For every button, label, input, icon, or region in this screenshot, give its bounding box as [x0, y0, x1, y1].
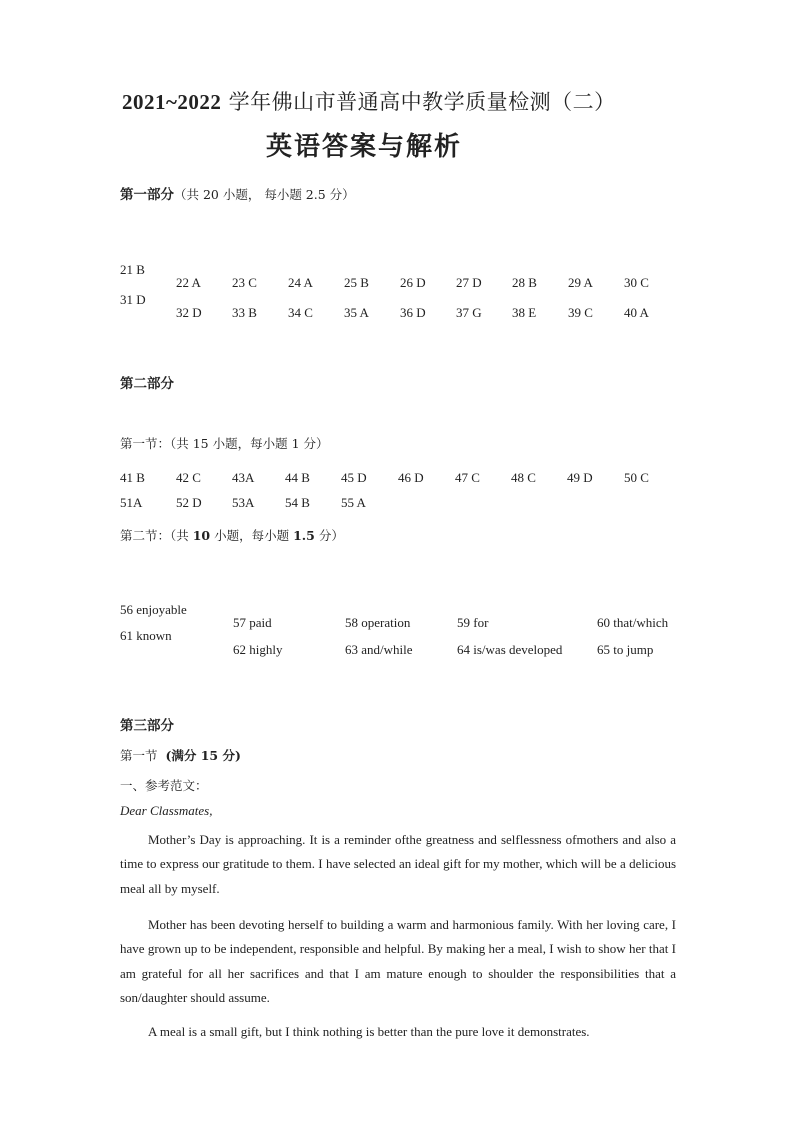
answer: 53A [232, 495, 255, 510]
answer: 23 C [232, 275, 257, 290]
answer: 29 A [568, 275, 593, 290]
answer: 62 highly [233, 642, 283, 657]
answer: 58 operation [345, 615, 411, 630]
essay-paragraph: Mother’s Day is approaching. It is a reminder ofthe greatness and selflessness ofmothers and also a time to express our gratitude to them. I have selected an ideal gift for my mother, which will be a delicious meal all by myself. [120, 832, 676, 896]
answer: 65 to jump [597, 642, 654, 657]
answer: 28 B [512, 275, 537, 290]
part3-section1-label: 第一节 [120, 748, 158, 763]
answer: 24 A [288, 275, 313, 290]
document-subtitle: 英语答案与解析 [266, 132, 463, 162]
part1-heading-text: 第一部分 [120, 187, 174, 203]
answer: 51A [120, 495, 143, 510]
part3-section1-note: (满分 15 分) [165, 748, 241, 763]
part3-section1 [120, 746, 241, 764]
answer: 32 D [176, 305, 202, 320]
section2-points: 1.5 [293, 528, 315, 543]
section2-label-part: 小题，每小题 [210, 528, 294, 543]
answer: 22 A [176, 275, 201, 290]
answer: 38 E [512, 305, 537, 320]
answer: 59 for [457, 615, 489, 630]
answer: 57 paid [233, 615, 272, 630]
answer: 37 G [456, 305, 482, 320]
part1-note: （共 20 小题， 每小题 2.5 分） [174, 187, 355, 202]
answer: 47 C [455, 470, 480, 485]
answer: 60 that/which [597, 615, 669, 630]
answer: 61 known [120, 628, 172, 643]
answer: 31 D [120, 292, 146, 307]
title-text: 学年佛山市普通高中教学质量检测（二） [221, 90, 616, 114]
answer: 25 B [344, 275, 369, 290]
answer: 54 B [285, 495, 310, 510]
answer: 56 enjoyable [120, 602, 187, 617]
answer: 45 D [341, 470, 367, 485]
answer: 34 C [288, 305, 313, 320]
title-year: 2021~2022 [122, 90, 222, 114]
section2-label-part: 分） [314, 528, 344, 543]
answer: 48 C [511, 470, 536, 485]
answer: 63 and/while [345, 642, 413, 657]
answer: 40 A [624, 305, 649, 320]
answer: 36 D [400, 305, 426, 320]
essay-paragraph: Mother has been devoting herself to building a warm and harmonious family. With her loving care, I have grown up to be independent, responsible and helpful. By making her a meal, I wish to show her that I am grateful for all her sacrifices and that I am mature enough to shoulder the responsibilities that a son/daughter should assume. [120, 917, 676, 1006]
part2-heading: 第二部分 [120, 376, 174, 392]
part3-heading: 第三部分 [120, 718, 174, 734]
answer: 35 A [344, 305, 369, 320]
answer: 30 C [624, 275, 649, 290]
answer: 46 D [398, 470, 424, 485]
sample-label: 一、参考范文： [120, 778, 208, 793]
document-title [122, 86, 616, 116]
answer: 21 B [120, 262, 145, 277]
answer: 44 B [285, 470, 310, 485]
salutation: Dear Classmates, [120, 803, 213, 818]
answer: 27 D [456, 275, 482, 290]
answer: 49 D [567, 470, 593, 485]
section2-label-part: 第二节：（共 [120, 528, 193, 543]
part1-heading [120, 183, 355, 203]
answer: 39 C [568, 305, 593, 320]
answer: 64 is/was developed [457, 642, 563, 657]
part2-section1-label: 第一节：（共 15 小题，每小题 1 分） [120, 436, 329, 451]
part2-section2-label [120, 526, 344, 544]
answer: 42 C [176, 470, 201, 485]
section2-count: 10 [192, 528, 211, 543]
answer: 26 D [400, 275, 426, 290]
answer: 33 B [232, 305, 257, 320]
answer: 43A [232, 470, 255, 485]
answer: 50 C [624, 470, 649, 485]
answer: 55 A [341, 495, 366, 510]
answer: 52 D [176, 495, 202, 510]
answer: 41 B [120, 470, 145, 485]
essay-paragraph: A meal is a small gift, but I think nothing is better than the pure love it demonstrates. [148, 1024, 590, 1039]
